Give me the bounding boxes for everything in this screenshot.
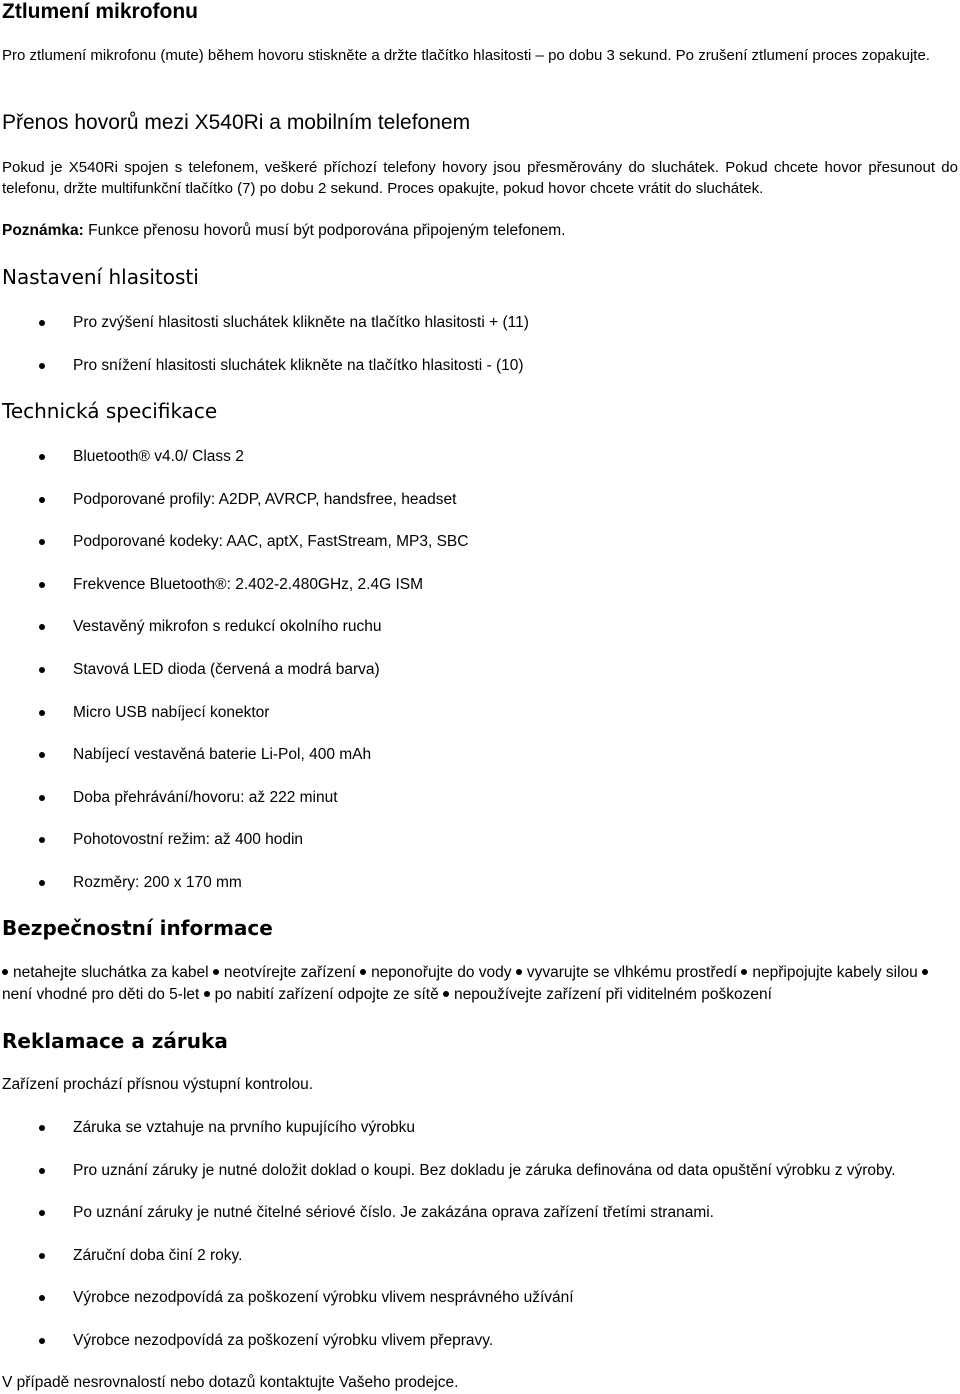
list-item: Stavová LED dioda (červená a modrá barva) (2, 659, 958, 702)
warranty-intro: Zařízení prochází přísnou výstupní kontrolou. (2, 1076, 314, 1093)
bullet-icon (516, 969, 522, 975)
list-item: Doba přehrávání/hovoru: až 222 minut (2, 787, 958, 830)
safety-item: po nabití zařízení odpojte ze sítě (204, 986, 439, 1003)
list-item: Nabíjecí vestavěná baterie Li-Pol, 400 mAh (2, 744, 958, 787)
safety-item: nepoužívejte zařízení při viditelném poškození (443, 986, 772, 1003)
bullet-icon (443, 991, 449, 997)
bullet-icon (39, 752, 45, 758)
bullet-icon (39, 1210, 45, 1216)
list-item: Podporované kodeky: AAC, aptX, FastStream, MP3, SBC (2, 531, 958, 574)
bullet-icon (39, 454, 45, 460)
list-item: Rozměry: 200 x 170 mm (2, 872, 958, 915)
list-item: Záruka se vztahuje na prvního kupujícího výrobku (2, 1117, 958, 1160)
safety-item: netahejte sluchátka za kabel (2, 964, 209, 981)
bullet-icon (39, 624, 45, 630)
bullet-icon (213, 969, 219, 975)
specs-heading: Technická specifikace (2, 399, 218, 423)
bullet-icon (39, 363, 45, 369)
bullet-icon (39, 1338, 45, 1344)
transfer-note (2, 220, 958, 242)
list-item: Bluetooth® v4.0/ Class 2 (2, 446, 958, 489)
list-item: Pro uznání záruky je nutné doložit doklad o koupi. Bez dokladu je záruka definována od data opuštění výrobku z výroby. (2, 1160, 958, 1203)
warranty-list (2, 1117, 958, 1373)
bullet-icon (39, 795, 45, 801)
note-text: Funkce přenosu hovorů musí být podporována připojeným telefonem. (83, 222, 566, 239)
bullet-icon (39, 1168, 45, 1174)
list-item: Pohotovostní režim: až 400 hodin (2, 829, 958, 872)
volume-list (2, 312, 958, 397)
list-item: Výrobce nezodpovídá za poškození výrobku vlivem přepravy. (2, 1330, 958, 1373)
safety-item: nepřipojujte kabely silou (741, 964, 917, 981)
safety-bullets (2, 962, 960, 1006)
bullet-icon (204, 991, 210, 997)
list-item: Pro zvýšení hlasitosti sluchátek klikněte na tlačítko hlasitosti + (11) (2, 312, 958, 355)
transfer-heading: Přenos hovorů mezi X540Ri a mobilním telefonem (2, 111, 471, 134)
safety-item: neotvírejte zařízení (213, 964, 356, 981)
bullet-icon (39, 539, 45, 545)
note-label: Poznámka: (2, 222, 84, 239)
warranty-footer: V případě nesrovnalostí nebo dotazů kontaktujte Vašeho prodejce. (2, 1374, 459, 1391)
bullet-icon (39, 667, 45, 673)
list-item: Podporované profily: A2DP, AVRCP, handsfree, headset (2, 489, 958, 532)
bullet-icon (741, 969, 747, 975)
list-item: Vestavěný mikrofon s redukcí okolního ruchu (2, 616, 958, 659)
bullet-icon (39, 1253, 45, 1259)
bullet-icon (360, 969, 366, 975)
bullet-icon (2, 969, 8, 975)
list-item: Pro snížení hlasitosti sluchátek klikněte na tlačítko hlasitosti - (10) (2, 355, 958, 398)
bullet-icon (39, 1295, 45, 1301)
warranty-heading: Reklamace a záruka (2, 1029, 228, 1053)
bullet-icon (922, 969, 928, 975)
bullet-icon (39, 880, 45, 886)
bullet-icon (39, 710, 45, 716)
bullet-icon (39, 582, 45, 588)
bullet-icon (39, 837, 45, 843)
volume-heading: Nastavení hlasitosti (2, 265, 199, 289)
list-item: Záruční doba činí 2 roky. (2, 1245, 958, 1288)
transfer-paragraph: Pokud je X540Ri spojen s telefonem, veškeré příchozí telefony hovory jsou přesměrovány do sluchátek. Pokud chcete hovor přesunout do telefonu, držte multifunkční tlačítko (7) po dobu 2 sekund. Proces opakujte, pokud hovor chcete vrátit do sluchátek. (2, 159, 958, 197)
list-item: Výrobce nezodpovídá za poškození výrobku vlivem nesprávného užívání (2, 1287, 958, 1330)
safety-item: není vhodné pro děti do 5-let (2, 964, 933, 1003)
bullet-icon (39, 320, 45, 326)
list-item: Micro USB nabíjecí konektor (2, 702, 958, 745)
bullet-icon (39, 1125, 45, 1131)
bullet-icon (39, 497, 45, 503)
list-item: Frekvence Bluetooth®: 2.402-2.480GHz, 2.4G ISM (2, 574, 958, 617)
safety-item: vyvarujte se vlhkému prostředí (516, 964, 737, 981)
mute-paragraph: Pro ztlumení mikrofonu (mute) během hovoru stiskněte a držte tlačítko hlasitosti – po dobu 3 sekund. Po zrušení ztlumení proces zopakujte. (2, 47, 930, 64)
specs-list (2, 446, 958, 915)
list-item: Po uznání záruky je nutné čitelné sériové číslo. Je zakázána oprava zařízení třetími stranami. (2, 1202, 958, 1245)
safety-heading: Bezpečnostní informace (2, 916, 273, 940)
safety-item: neponořujte do vody (360, 964, 511, 981)
mute-heading: Ztlumení mikrofonu (2, 0, 198, 23)
